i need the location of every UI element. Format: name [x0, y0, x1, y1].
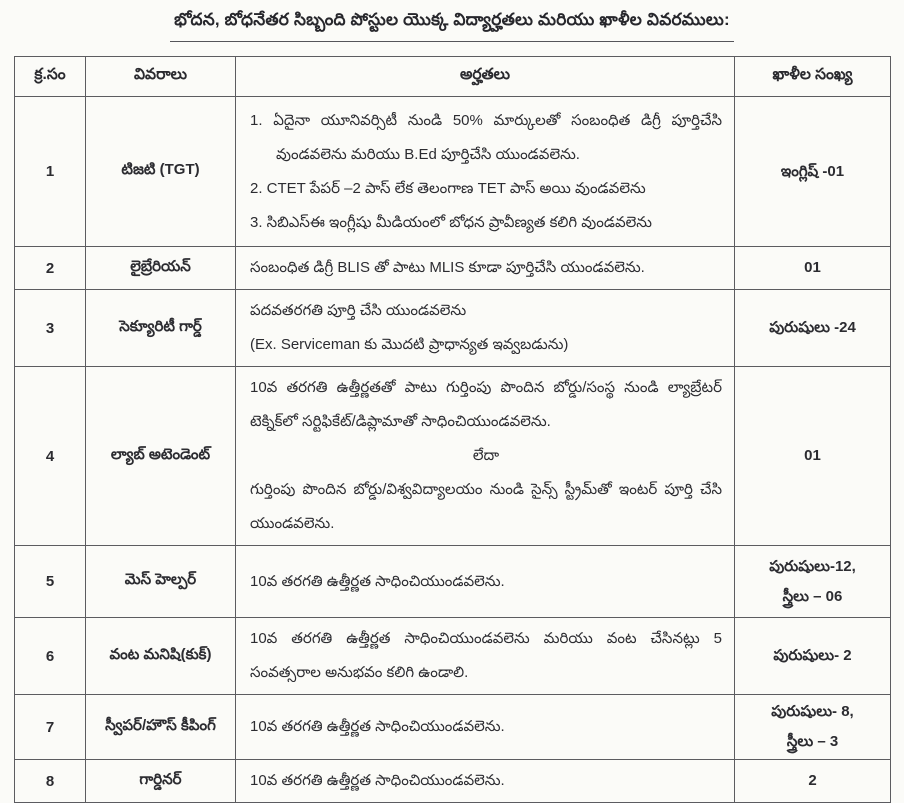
- cell-serial-number: 7: [15, 695, 86, 760]
- table-row: [15, 367, 891, 546]
- header-qualifications: అర్హతలు: [236, 57, 735, 97]
- qualification-line: పదవతరగతి పూర్తి చేసి యుండవలెను: [250, 302, 467, 319]
- cell-qualifications: [236, 618, 735, 695]
- table-row: [15, 695, 891, 760]
- cell-vacancies: [735, 290, 891, 367]
- cell-serial-number: 1: [15, 97, 86, 247]
- cell-post-name: వంట మనిషి(కుక్): [86, 618, 236, 695]
- vacancy-line: 01: [804, 259, 821, 276]
- cell-vacancies: [735, 247, 891, 290]
- cell-serial-number: 6: [15, 618, 86, 695]
- header-vacancies: ఖాళీల సంఖ్య: [735, 57, 891, 97]
- cell-qualifications: [236, 367, 735, 546]
- cell-qualifications: [236, 247, 735, 290]
- cell-qualifications: [236, 695, 735, 760]
- vacancy-line: స్త్రీలు – 3: [786, 733, 839, 750]
- page-title: [0, 10, 904, 42]
- cell-serial-number: 3: [15, 290, 86, 367]
- header-details: వివరాలు: [86, 57, 236, 97]
- table-header-row: [15, 57, 891, 97]
- cell-post-name: స్వీపర్/హౌస్ కీపింగ్: [86, 695, 236, 760]
- qualification-line: లేదా: [472, 447, 500, 464]
- cell-vacancies: [735, 760, 891, 803]
- page-title-text: భోదన, బోధనేతర సిబ్బంది పోస్టుల యొక్క విద్యార్హతలు మరియు ఖాళీల వివరములు:: [170, 10, 734, 42]
- cell-post-name: లైబ్రేరియన్: [86, 247, 236, 290]
- qualification-line: సంబంధిత డిగ్రీ BLIS తో పాటు MLIS కూడా పూర్తిచేసి యుండవలెను.: [250, 259, 645, 276]
- cell-qualifications: [236, 290, 735, 367]
- cell-serial-number: 8: [15, 760, 86, 803]
- vacancy-line: పురుషులు -24: [769, 319, 856, 336]
- table-row: [15, 760, 891, 803]
- qualification-line: 10వ తరగతి ఉత్తీర్ణత సాధించియుండవలెను.: [250, 572, 505, 590]
- cell-vacancies: [735, 367, 891, 546]
- qualification-line: (Ex. Serviceman కు మొదటి ప్రాధాన్యత ఇవ్వబడును): [250, 336, 569, 353]
- qualification-line: 10వ తరగతి ఉత్తీర్ణత సాధించియుండవలెను మరియు వంట చేసినట్లు 5 సంవత్సరాల అనుభవం కలిగి ఉండాలి.: [250, 630, 722, 681]
- table-row: [15, 546, 891, 618]
- cell-vacancies: [735, 695, 891, 760]
- cell-qualifications: [236, 760, 735, 803]
- cell-post-name: ల్యాబ్ అటెండెంట్: [86, 367, 236, 546]
- qualification-line: 10వ తరగతి ఉత్తీర్ణతతో పాటు గుర్తింపు పొందిన బోర్డు/సంస్థ నుండి ల్యాబ్రేటర్ టెక్నిక్‌లో సర్టిఫికేట్/డిప్లామాతో సాధించియుండవలెను.: [250, 379, 722, 430]
- cell-serial-number: 5: [15, 546, 86, 618]
- header-serial-number: క్ర.సం: [15, 57, 86, 97]
- table-row: [15, 618, 891, 695]
- table-row: [15, 247, 891, 290]
- qualification-line: 1. ఏదైనా యూనివర్సిటీ నుండి 50% మార్కులతో సంబంధిత డిగ్రీ పూర్తిచేసి వుండవలెను మరియు B.Ed పూర్తిచేసి యుండవలెను.: [250, 111, 722, 163]
- cell-qualifications: [236, 97, 735, 247]
- vacancy-line: 01: [804, 447, 821, 464]
- vacancy-line: స్త్రీలు – 06: [782, 587, 843, 605]
- cell-vacancies: [735, 546, 891, 618]
- vacancy-line: పురుషులు- 2: [773, 647, 852, 664]
- cell-serial-number: 4: [15, 367, 86, 546]
- cell-post-name: గార్డినర్: [86, 760, 236, 803]
- cell-post-name: సెక్యూరిటీ గార్డ్: [86, 290, 236, 367]
- vacancy-line: పురుషులు- 8,: [771, 703, 854, 720]
- table-row: [15, 290, 891, 367]
- qualification-line: 10వ తరగతి ఉత్తీర్ణత సాధించియుండవలెను.: [250, 718, 505, 735]
- cell-qualifications: [236, 546, 735, 618]
- vacancy-line: 2: [808, 772, 817, 789]
- qualification-line: 3. సిబిఎస్ఈ ఇంగ్లీషు మీడియంలో బోధన ప్రావీణ్యత కలిగి వుండవలెను: [250, 213, 652, 231]
- cell-post-name: టిజటి (TGT): [86, 97, 236, 247]
- cell-serial-number: 2: [15, 247, 86, 290]
- qualification-line: 10వ తరగతి ఉత్తీర్ణత సాధించియుండవలెను.: [250, 772, 505, 789]
- qualification-line: 2. CTET పేపర్ –2 పాస్ లేక తెలంగాణ TET పాస్ అయి వుండవలెను: [250, 179, 646, 197]
- qualification-line: గుర్తింపు పొందిన బోర్డు/విశ్వవిద్యాలయం నుండి సైన్స్ స్ట్రీమ్‌తో ఇంటర్ పూర్తి చేసి యుండవలెను.: [250, 481, 722, 532]
- posts-table: [14, 56, 891, 803]
- table-row: [15, 97, 891, 247]
- cell-vacancies: [735, 618, 891, 695]
- vacancy-line: ఇంగ్లిష్ -01: [780, 162, 845, 180]
- vacancy-line: పురుషులు-12,: [769, 557, 856, 575]
- cell-vacancies: [735, 97, 891, 247]
- cell-post-name: మెస్ హెల్పర్: [86, 546, 236, 618]
